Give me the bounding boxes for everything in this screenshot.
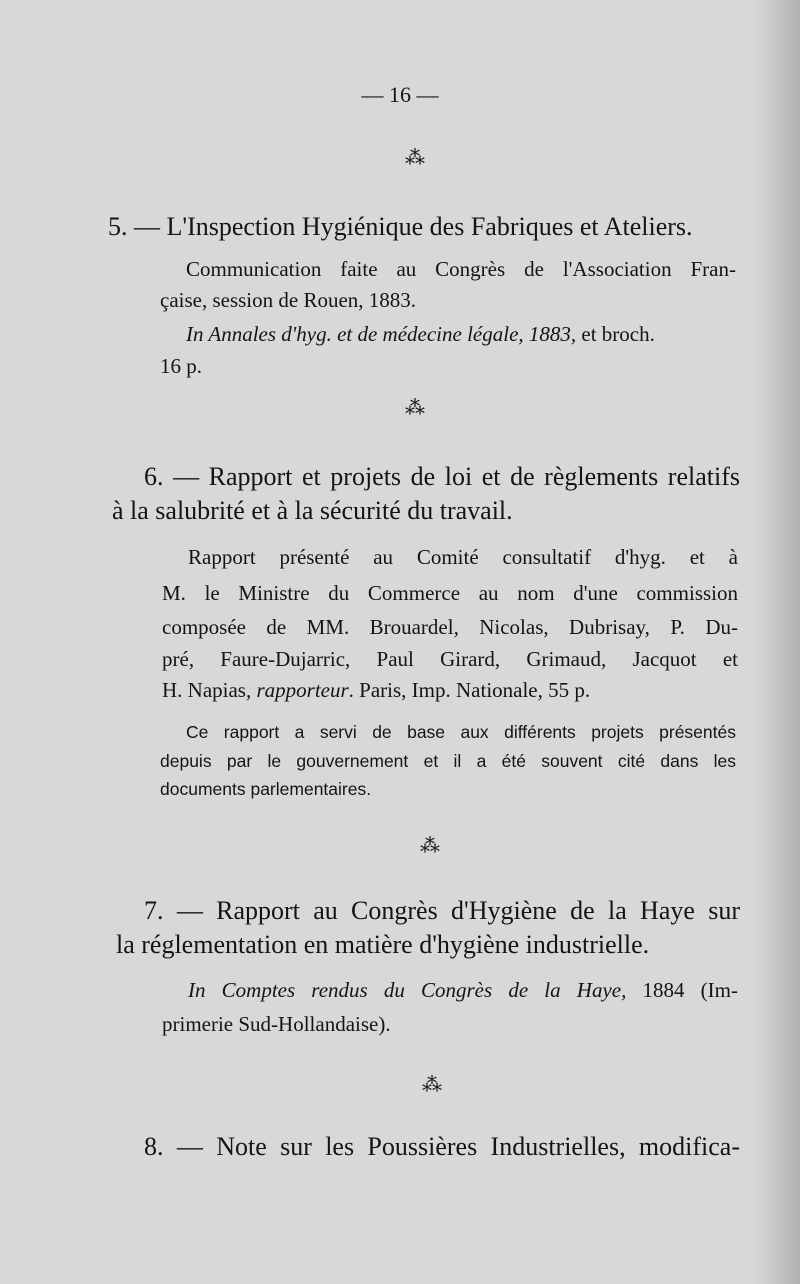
- entry-6-body-line: Rapport présenté au Comité consultatif d'hyg. et à: [188, 545, 738, 569]
- entry-6-body-last-line: [162, 678, 590, 703]
- entry-7-heading-line: la réglementation en matière d'hygiène industrielle.: [116, 930, 650, 959]
- entry-7-reference-line2: primerie Sud-Hollandaise).: [162, 1012, 391, 1036]
- page-number: — 16 —: [361, 82, 439, 107]
- entry-6-author: H. Napias,: [162, 678, 257, 702]
- entry-5-reference-line2: 16 p.: [160, 354, 202, 378]
- entry-6-heading-line: à la salubrité et à la sécurité du travail.: [112, 496, 513, 525]
- entry-6-note-line: documents parlementaires.: [160, 779, 372, 799]
- asterism-ornament: ⁂: [422, 1074, 442, 1096]
- entry-5-reference: [186, 322, 655, 347]
- entry-8-heading: 8. — Note sur les Poussières Industrielles, modifica-: [144, 1132, 740, 1161]
- entry-5-reference-italic: In Annales d'hyg. et de médecine légale, 1883,: [186, 322, 577, 346]
- entry-5-body-line: çaise, session de Rouen, 1883.: [160, 288, 417, 312]
- asterism-ornament: ⁂: [405, 147, 425, 169]
- entry-6-publisher: . Paris, Imp. Nationale, 55 p.: [348, 678, 591, 702]
- entry-5-body-line: Communication faite au Congrès de l'Association Fran-: [186, 257, 736, 281]
- entry-6-body-line: composée de MM. Brouardel, Nicolas, Dubrisay, P. Du-: [162, 615, 738, 639]
- entry-6-note-line: Ce rapport a servi de base aux différents projets présentés: [186, 722, 736, 742]
- entry-7-reference: [188, 978, 738, 1003]
- entry-5-heading: 5. — L'Inspection Hygiénique des Fabriques et Ateliers.: [108, 212, 693, 241]
- entry-6-body-line: pré, Faure-Dujarric, Paul Girard, Grimaud, Jacquot et: [162, 647, 738, 671]
- asterism-ornament: ⁂: [420, 835, 440, 857]
- entry-6-body-line: M. le Ministre du Commerce au nom d'une commission: [162, 581, 738, 605]
- entry-7-reference-italic: In Comptes rendus du Congrès de la Haye,: [188, 978, 627, 1002]
- entry-6-rapporteur: rapporteur: [256, 678, 349, 702]
- asterism-ornament: ⁂: [405, 397, 425, 419]
- entry-7-reference-rest: 1884 (Im-: [626, 978, 738, 1002]
- entry-6-note-line: depuis par le gouvernement et il a été souvent cité dans les: [160, 751, 736, 771]
- entry-6-heading-line: 6. — Rapport et projets de loi et de règlements relatifs: [144, 462, 740, 491]
- entry-5-reference-rest: et broch.: [576, 322, 655, 346]
- entry-7-heading-line: 7. — Rapport au Congrès d'Hygiène de la Haye sur: [144, 896, 740, 925]
